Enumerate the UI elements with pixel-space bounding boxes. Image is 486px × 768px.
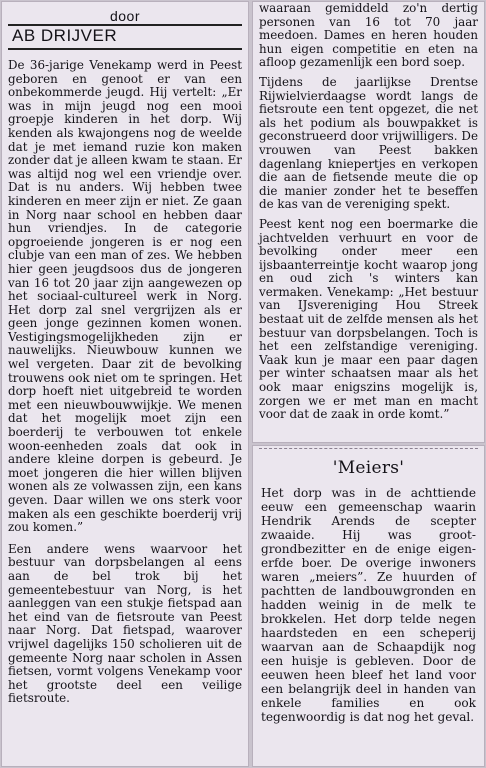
byline-prefix: door [109,8,141,24]
paragraph-meiers: Het dorp was in de achttiende eeuw een gemeenschap waarin Hendrik Arends de scepter zwaaide. Hij was groot-grondbezitter en de enige eigen-erfde boer. De overige inwoners waren „meiers”. Ze huurden of pachtten de landbouwgronden en hadden weinig in de melk te brokkelen. Het dorp telde negen haardsteden en een scheperij waarvan aan de Schaapdijk nog een huisje is gebleven. Door de eeuwen heen bleef het land voor een belangrijk deel in handen van enkele families en ook tegenwoordig is dat nog het geval. [261,486,476,724]
meiers-clipping [253,446,484,766]
meiers-heading: 'Meiers' [332,458,405,478]
paragraph-venekamp-youth: De 36-jarige Venekamp werd in Peest geboren en genoot er van een onbekommerde jeugd. Hij vertelt: „Er was in mijn jeugd nog een mooi groepje kinderen in het dorp. Wij kenden als kwajongens nog de weelde dat je met iemand ruzie kon maken zonder dat je alleen kwam te staan. Er was altijd nog wel een vriendje over. Dat is nu anders. Wij hebben twee kinderen en meer zijn er niet. Ze gaan in Norg naar school en hebben daar hun vriendjes. In de categorie opgroeiende jongeren is er nog een clubje van een man of zes. We hebben hier geen jeugdsoos dus de jongeren van 16 tot 20 jaar zijn aangewezen op het sociaal-cultureel werk in Norg. Het dorp zal snel vergrijzen als er geen jonge gezinnen komen wonen. Vestigingsmogelijkheden zijn er nauwelijks. Nieuwbouw kunnen we wel vergeten. Daar zit de bevolking trouwens ook niet om te springen. Het dorp hoeft niet uitgebreid te worden met een nieuwbouwwijkje. We menen dat het mogelijk moet zijn een boerderij te verbouwen tot enkele woon-eenheden zoals dat ook in andere kleine dorpen is gebeurd. Je moet jongeren die hier willen blijven wonen als ze volwassen zijn, een kans geven. Daar willen we ons sterk voor maken als een geschikte boerderij vrij zou komen.” [8,58,242,535]
left-column-clipping [2,2,248,766]
right-column-clipping [253,2,484,442]
paragraph-ijsvereniging: Peest kent nog een boermarke die jachtvelden verhuurt en voor de bevolking onder meer een ijsbaanterreintje kocht waarop jong en oud zich 's winters kan vermaken. Venekamp: „Het bestuur van IJsvereniging Hou Streek bestaat uit de zelfde mensen als het bestuur van dorpsbelangen. Toch is het een zelfstandige vereniging. Vaak kun je maar een paar dagen per winter schaatsen maar als het ook maar enigszins mogelijk is, zorgen we er met man en macht voor dat de zaak in orde komt.” [259,216,478,422]
paragraph-rijwielvierdaagse: Tijdens de jaarlijkse Drentse Rijwielvierdaagse wordt langs de fietsroute een tent opgezet, die net als het podium als bouwpakket is geconstrueerd door vrijwilligers. De vrouwen van Peest bakken dagenlang kniepertjes en verkopen die aan de fietsende meute die op die manier zonder het te beseffen de kas van de vereniging spekt. [259,74,478,212]
byline-author: AB DRIJVER [8,24,242,50]
divider-line [259,448,478,449]
paragraph-bike-path: Een andere wens waarvoor het bestuur van dorpsbelangen al eens aan de bel trok bij het gemeentebestuur van Norg, is het aanleggen van een stukje fietspad aan het eind van de fietsroute van Peest naar Norg. Dat fietspad, waarover vrijwel dagelijks 150 scholieren uit de gemeente Norg naar scholen in Assen fietsen, vormt volgens Venekamp voor het grootste deel een veilige fietsroute. [8,541,242,706]
paragraph-competition: waaraan gemiddeld zo'n dertig personen van 16 tot 70 jaar meedoen. Dames en heren houden hun eigen competitie en eten na afloop gezamenlijk een bord soep. [259,2,478,70]
